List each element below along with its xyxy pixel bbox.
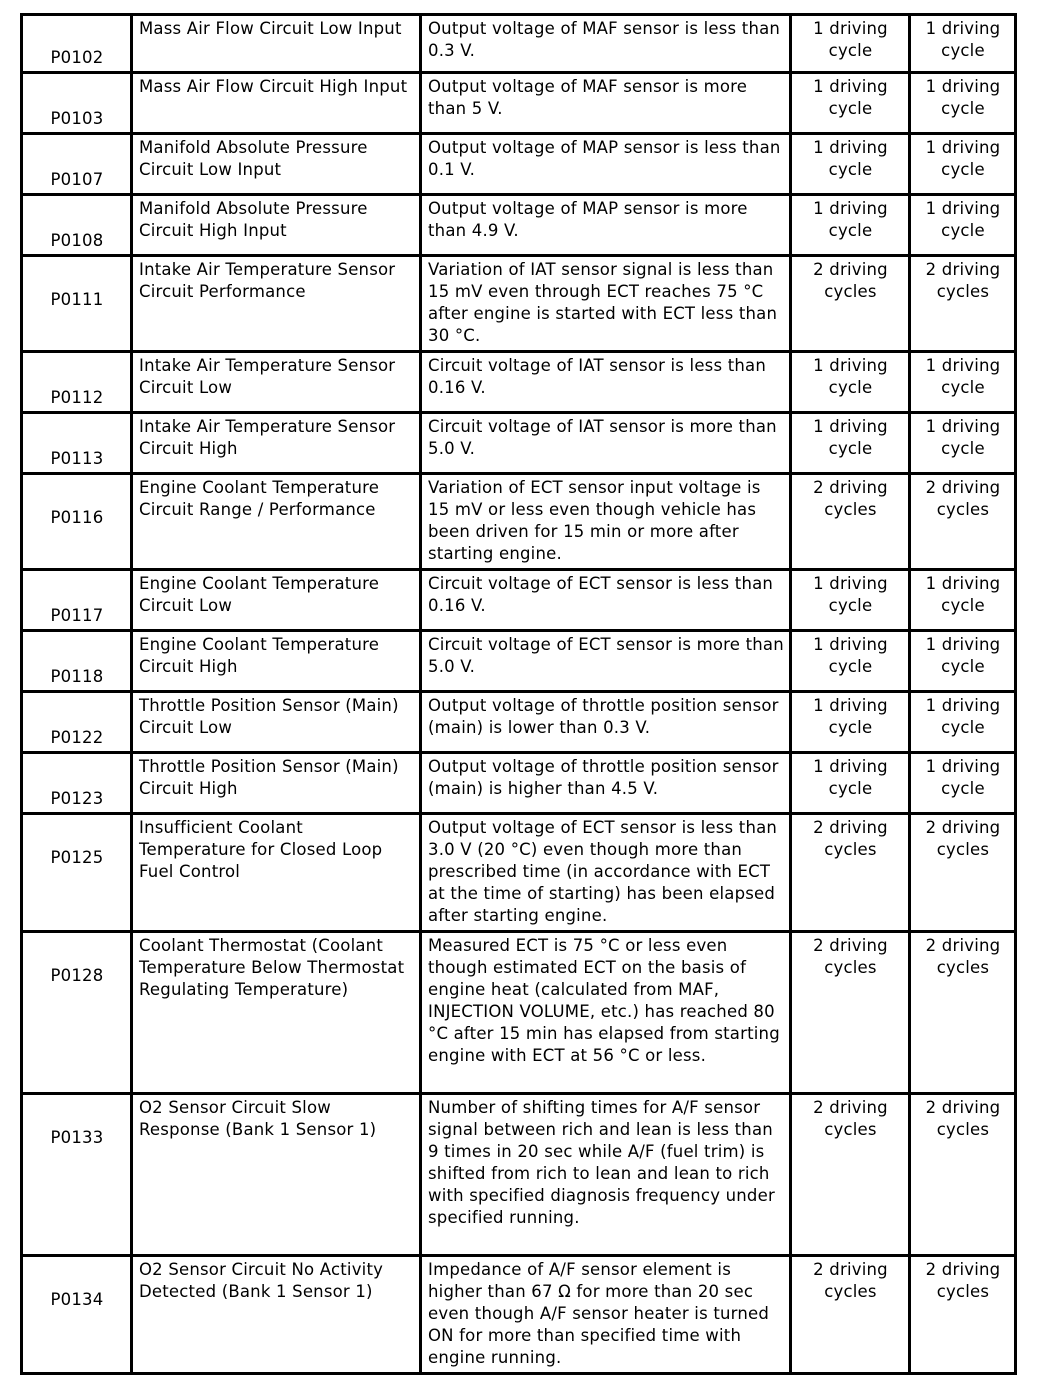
dtc-code: P0125 — [22, 814, 132, 932]
trip-count-1: 1 driving cycle — [791, 692, 910, 753]
dtc-name: Engine Coolant Temperature Circuit High — [132, 631, 421, 692]
trip-count-1: 2 driving cycles — [791, 474, 910, 570]
dtc-name: O2 Sensor Circuit Slow Response (Bank 1 Sensor 1) — [132, 1094, 421, 1256]
dtc-code: P0118 — [22, 631, 132, 692]
dtc-code: P0122 — [22, 692, 132, 753]
detection-condition: Variation of ECT sensor input voltage is 15 mV or less even though vehicle has been driven for 15 min or more after starting engine. — [421, 474, 791, 570]
table-row — [22, 1094, 1016, 1256]
table-row — [22, 570, 1016, 631]
dtc-code: P0117 — [22, 570, 132, 631]
detection-condition: Circuit voltage of IAT sensor is more than 5.0 V. — [421, 413, 791, 474]
dtc-code: P0134 — [22, 1256, 132, 1374]
trip-count-2: 1 driving cycle — [910, 352, 1016, 413]
detection-condition: Output voltage of MAP sensor is more than 4.9 V. — [421, 195, 791, 256]
dtc-name: Mass Air Flow Circuit High Input — [132, 73, 421, 134]
trip-count-1: 2 driving cycles — [791, 932, 910, 1094]
dtc-code: P0128 — [22, 932, 132, 1094]
dtc-name: Insufficient Coolant Temperature for Closed Loop Fuel Control — [132, 814, 421, 932]
trip-count-2: 1 driving cycle — [910, 15, 1016, 73]
trip-count-1: 1 driving cycle — [791, 570, 910, 631]
trip-count-1: 1 driving cycle — [791, 631, 910, 692]
dtc-code: P0108 — [22, 195, 132, 256]
table-row — [22, 195, 1016, 256]
dtc-code: P0112 — [22, 352, 132, 413]
dtc-name: Coolant Thermostat (Coolant Temperature Below Thermostat Regulating Temperature) — [132, 932, 421, 1094]
trip-count-1: 1 driving cycle — [791, 753, 910, 814]
dtc-code: P0113 — [22, 413, 132, 474]
trip-count-2: 1 driving cycle — [910, 134, 1016, 195]
table-row — [22, 352, 1016, 413]
dtc-code: P0102 — [22, 15, 132, 73]
trip-count-2: 2 driving cycles — [910, 814, 1016, 932]
dtc-code: P0103 — [22, 73, 132, 134]
table-row — [22, 134, 1016, 195]
detection-condition: Output voltage of throttle position sensor (main) is lower than 0.3 V. — [421, 692, 791, 753]
detection-condition: Circuit voltage of ECT sensor is more than 5.0 V. — [421, 631, 791, 692]
table-row — [22, 413, 1016, 474]
dtc-name: Throttle Position Sensor (Main) Circuit High — [132, 753, 421, 814]
trip-count-1: 1 driving cycle — [791, 195, 910, 256]
dtc-name: Engine Coolant Temperature Circuit Low — [132, 570, 421, 631]
dtc-name: Intake Air Temperature Sensor Circuit Low — [132, 352, 421, 413]
trip-count-2: 1 driving cycle — [910, 753, 1016, 814]
trip-count-1: 1 driving cycle — [791, 352, 910, 413]
trip-count-1: 1 driving cycle — [791, 134, 910, 195]
trip-count-1: 2 driving cycles — [791, 814, 910, 932]
trip-count-1: 2 driving cycles — [791, 1256, 910, 1374]
dtc-name: Throttle Position Sensor (Main) Circuit Low — [132, 692, 421, 753]
dtc-name: Mass Air Flow Circuit Low Input — [132, 15, 421, 73]
dtc-name: Intake Air Temperature Sensor Circuit Performance — [132, 256, 421, 352]
dtc-name: O2 Sensor Circuit No Activity Detected (Bank 1 Sensor 1) — [132, 1256, 421, 1374]
trip-count-2: 2 driving cycles — [910, 474, 1016, 570]
trip-count-2: 2 driving cycles — [910, 1256, 1016, 1374]
dtc-name: Manifold Absolute Pressure Circuit Low Input — [132, 134, 421, 195]
trip-count-2: 1 driving cycle — [910, 195, 1016, 256]
trip-count-2: 2 driving cycles — [910, 1094, 1016, 1256]
detection-condition: Circuit voltage of ECT sensor is less than 0.16 V. — [421, 570, 791, 631]
dtc-name: Intake Air Temperature Sensor Circuit High — [132, 413, 421, 474]
trip-count-2: 1 driving cycle — [910, 570, 1016, 631]
dtc-code: P0133 — [22, 1094, 132, 1256]
dtc-table — [20, 13, 1017, 1375]
detection-condition: Output voltage of throttle position sensor (main) is higher than 4.5 V. — [421, 753, 791, 814]
trip-count-2: 2 driving cycles — [910, 932, 1016, 1094]
table-row — [22, 1256, 1016, 1374]
table-row — [22, 256, 1016, 352]
trip-count-2: 1 driving cycle — [910, 413, 1016, 474]
detection-condition: Measured ECT is 75 °C or less even though estimated ECT on the basis of engine heat (calculated from MAF, INJECTION VOLUME, etc.) has reached 80 °C after 15 min has elapsed from starting engine with ECT at 56 °C or less. — [421, 932, 791, 1094]
trip-count-2: 1 driving cycle — [910, 631, 1016, 692]
table-row — [22, 15, 1016, 73]
trip-count-2: 1 driving cycle — [910, 73, 1016, 134]
table-row — [22, 631, 1016, 692]
trip-count-1: 2 driving cycles — [791, 1094, 910, 1256]
dtc-code: P0111 — [22, 256, 132, 352]
table-row — [22, 814, 1016, 932]
detection-condition: Impedance of A/F sensor element is higher than 67 Ω for more than 20 sec even though A/F sensor heater is turned ON for more than specified time with engine running. — [421, 1256, 791, 1374]
table-row — [22, 73, 1016, 134]
dtc-code: P0107 — [22, 134, 132, 195]
dtc-name: Engine Coolant Temperature Circuit Range / Performance — [132, 474, 421, 570]
detection-condition: Output voltage of MAF sensor is less than 0.3 V. — [421, 15, 791, 73]
detection-condition: Number of shifting times for A/F sensor signal between rich and lean is less than 9 times in 20 sec while A/F (fuel trim) is shifted from rich to lean and lean to rich with specified diagnosis frequency under specified running. — [421, 1094, 791, 1256]
trip-count-1: 1 driving cycle — [791, 73, 910, 134]
table-row — [22, 932, 1016, 1094]
table-row — [22, 753, 1016, 814]
detection-condition: Circuit voltage of IAT sensor is less than 0.16 V. — [421, 352, 791, 413]
table-row — [22, 474, 1016, 570]
table-row — [22, 692, 1016, 753]
detection-condition: Output voltage of MAF sensor is more than 5 V. — [421, 73, 791, 134]
dtc-name: Manifold Absolute Pressure Circuit High Input — [132, 195, 421, 256]
trip-count-1: 2 driving cycles — [791, 256, 910, 352]
dtc-code: P0123 — [22, 753, 132, 814]
trip-count-2: 1 driving cycle — [910, 692, 1016, 753]
detection-condition: Output voltage of ECT sensor is less than 3.0 V (20 °C) even though more than prescribed time (in accordance with ECT at the time of starting) has been elapsed after starting engine. — [421, 814, 791, 932]
trip-count-2: 2 driving cycles — [910, 256, 1016, 352]
detection-condition: Variation of IAT sensor signal is less than 15 mV even through ECT reaches 75 °C after engine is started with ECT less than 30 °C. — [421, 256, 791, 352]
trip-count-1: 1 driving cycle — [791, 15, 910, 73]
detection-condition: Output voltage of MAP sensor is less than 0.1 V. — [421, 134, 791, 195]
trip-count-1: 1 driving cycle — [791, 413, 910, 474]
dtc-code: P0116 — [22, 474, 132, 570]
